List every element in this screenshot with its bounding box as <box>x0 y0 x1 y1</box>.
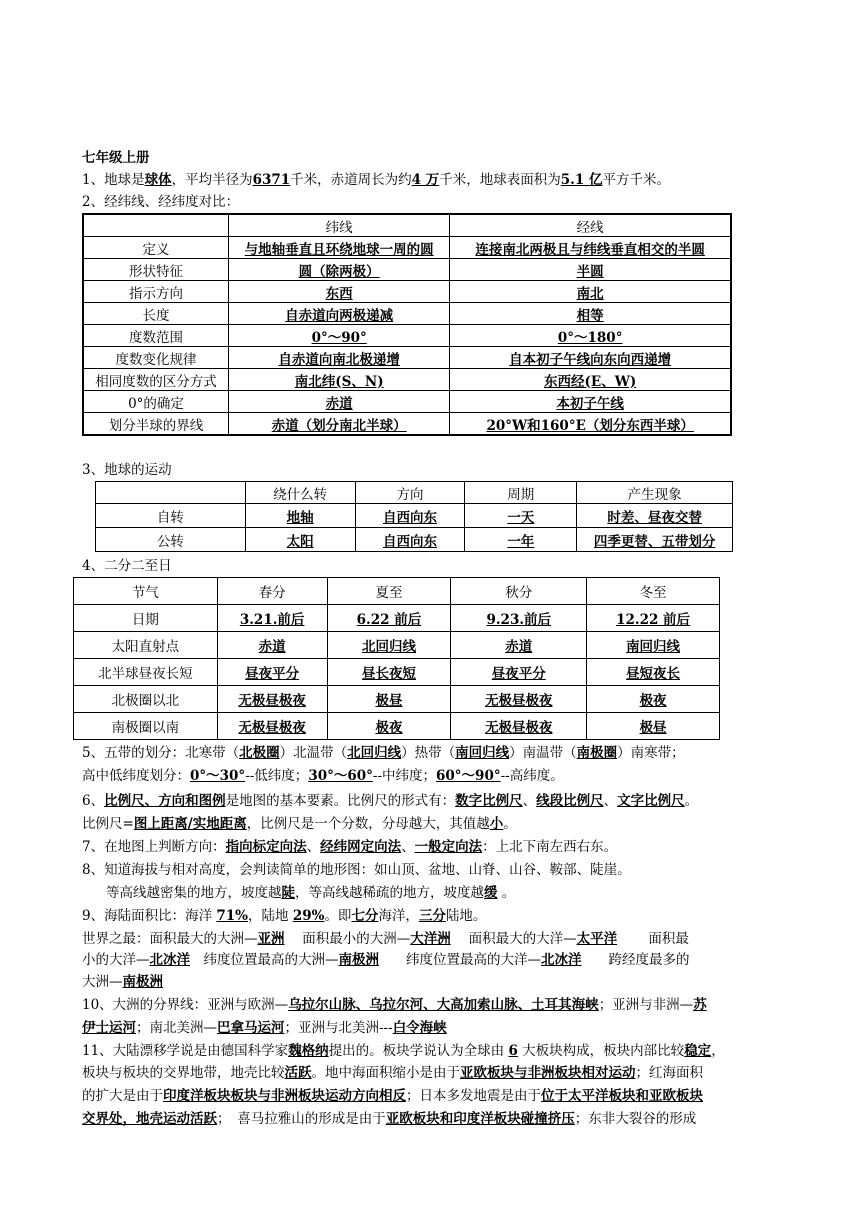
cell: 昼短夜长 <box>587 659 720 686</box>
text: ；东非大裂谷的形成 <box>574 1111 697 1127</box>
item-9d <box>82 973 163 991</box>
row-label: 北半球昼夜长短 <box>74 659 218 686</box>
text: 1、地球是 <box>82 172 145 188</box>
item-8b <box>106 884 515 902</box>
row-label: 定义 <box>83 237 229 259</box>
text: 千米，地球表面积为 <box>439 172 561 188</box>
item-7 <box>82 838 617 856</box>
cell: 赤道 <box>229 391 450 413</box>
table-row <box>74 632 720 659</box>
row-label: 南极圈以南 <box>74 713 218 740</box>
text: 11、大陆漂移学说是由德国科学家 <box>82 1043 289 1059</box>
text: 、 <box>522 793 537 809</box>
item-4: 4、二分二至日 <box>82 558 172 574</box>
header-cell: 纬线 <box>229 214 450 237</box>
text: 跨经度最多的 <box>581 952 690 968</box>
text: 小的大洋— <box>82 952 150 968</box>
cell: 半圆 <box>450 259 731 281</box>
item-8a: 8、知道海拔与相对高度，会判读简单的地形图：如山顶、盆地、山脊、山谷、鞍部、陡崖。 <box>82 862 631 878</box>
table-row <box>74 605 720 632</box>
cell: 赤道（划分南北半球） <box>229 413 450 436</box>
item-1 <box>82 171 670 189</box>
keyword: 活跃 <box>284 1065 312 1081</box>
header-cell: 绕什么转 <box>245 482 355 504</box>
text: ； 喜马拉雅山的形成是由于 <box>217 1111 386 1127</box>
text: 平方千米。 <box>602 172 670 188</box>
keyword: 亚洲 <box>257 931 285 947</box>
table-row <box>83 413 731 436</box>
text: ：上北下南左西右东。 <box>482 839 618 855</box>
item-2: 2、经纬线、经纬度对比： <box>82 194 240 210</box>
table-row <box>83 325 731 347</box>
cell: 昼夜平分 <box>451 659 587 686</box>
cell: 圆（除两极） <box>229 259 450 281</box>
text: 大板块构成，板块内部比较 <box>517 1043 685 1059</box>
keyword: 6 <box>508 1043 518 1059</box>
item-3: 3、地球的运动 <box>82 462 172 478</box>
cell: 连接南北两极且与纬线垂直相交的半圆 <box>450 237 731 259</box>
cell: 极昼 <box>327 686 451 713</box>
table-row <box>96 528 733 552</box>
cell: 自西向东 <box>355 504 465 528</box>
keyword: 巴拿马运河 <box>217 1020 285 1036</box>
cell: 时差、昼夜交替 <box>577 504 733 528</box>
keyword: 6371 <box>252 172 291 188</box>
keyword: 稳定 <box>684 1043 712 1059</box>
item-11c <box>82 1087 703 1105</box>
table-row <box>83 281 731 303</box>
text: 9、海陆面积比：海洋 <box>82 908 217 924</box>
keyword: 北冰洋 <box>149 952 190 968</box>
keyword: 60°～90° <box>436 768 501 784</box>
text: 、 <box>306 839 321 855</box>
cell: 与地轴垂直且环绕地球一周的圆 <box>229 237 450 259</box>
text: 5、五带的划分：北寒带（ <box>82 745 240 761</box>
text: 提出的。板块学说认为全球由 <box>328 1043 509 1059</box>
item-10b <box>82 1019 447 1037</box>
cell: 南北 <box>450 281 731 303</box>
keyword: 亚欧板块和印度洋板块碰撞挤压 <box>385 1111 575 1127</box>
keyword: 指向标定向法 <box>225 839 307 855</box>
cell: 赤道 <box>451 632 587 659</box>
keyword: 苏 <box>693 997 707 1013</box>
header-cell: 春分 <box>217 578 327 605</box>
keyword: 南极圈 <box>576 745 618 761</box>
cell: 本初子午线 <box>450 391 731 413</box>
keyword: 图上距离/实地距离 <box>133 816 247 832</box>
keyword: 线段比例尺 <box>536 793 604 809</box>
text: ）北温带（ <box>279 745 348 761</box>
section-title: 七年级上册 <box>82 150 150 166</box>
text: 。 <box>503 816 517 832</box>
text: ；亚洲与北美洲--- <box>284 1020 393 1036</box>
cell: 昼长夜短 <box>327 659 451 686</box>
text: ，等高线越稀疏的地方，坡度越 <box>295 885 484 901</box>
text: ；日本多发地震是由于 <box>406 1088 541 1104</box>
cell: 东西经(E、W) <box>450 369 731 391</box>
text: 千米，赤道周长为约 <box>290 172 412 188</box>
table-row <box>96 504 733 528</box>
cell: 自赤道向两极递减 <box>229 303 450 325</box>
row-label: 日期 <box>74 605 218 632</box>
keyword: 太平洋 <box>576 931 618 947</box>
table-row <box>83 369 731 391</box>
keyword: 球体 <box>144 172 172 188</box>
text: 。即 <box>324 908 352 924</box>
keyword: 南回归线 <box>455 745 510 761</box>
table-row <box>83 259 731 281</box>
text: 、 <box>401 839 415 855</box>
item-5b <box>82 767 564 785</box>
row-label: 公转 <box>96 528 246 552</box>
cell: 20°W和160°E（划分东西半球） <box>450 413 731 436</box>
cell: 地轴 <box>245 504 355 528</box>
header-cell: 方向 <box>355 482 465 504</box>
keyword: 4 万 <box>411 172 440 188</box>
keyword: 30°～60° <box>308 768 373 784</box>
cell: 极夜 <box>327 713 451 740</box>
text: 10、大洲的分界线：亚洲与欧洲— <box>82 997 289 1013</box>
cell: 12.22 前后 <box>587 605 720 632</box>
keyword: 大洋洲 <box>410 931 451 947</box>
text: ，陆地 <box>248 908 293 924</box>
text: ；南北美洲— <box>136 1020 217 1036</box>
text: ）南寒带； <box>617 745 685 761</box>
text: 板块与板块的交界地带，地壳比较 <box>82 1065 285 1081</box>
table-row <box>83 303 731 325</box>
lat-lon-table <box>82 213 732 436</box>
item-9c <box>82 951 690 969</box>
item-9b <box>82 930 689 948</box>
cell: 四季更替、五带划分 <box>577 528 733 552</box>
cell: 6.22 前后 <box>327 605 451 632</box>
text: 面积最 <box>617 931 689 947</box>
table-header-row <box>74 578 720 605</box>
item-11d <box>82 1110 696 1128</box>
keyword: 5.1 亿 <box>560 172 603 188</box>
row-label: 度数范围 <box>83 325 229 347</box>
row-label: 相同度数的区分方式 <box>83 369 229 391</box>
table-row <box>83 347 731 369</box>
table-header-row <box>96 482 733 504</box>
keyword: 北回归线 <box>347 745 402 761</box>
row-label: 自转 <box>96 504 246 528</box>
keyword: 南极洲 <box>338 952 379 968</box>
earth-motion-table <box>95 481 733 552</box>
text: --中纬度； <box>372 768 437 784</box>
text: 。 <box>684 793 699 809</box>
text: ；亚洲与非洲— <box>598 997 694 1013</box>
cell: 0°～90° <box>229 325 450 347</box>
text: 、 <box>603 793 618 809</box>
cell: 一天 <box>465 504 577 528</box>
text: ， <box>711 1043 725 1059</box>
keyword: 一般定向法 <box>414 839 483 855</box>
cell: 相等 <box>450 303 731 325</box>
text: ）南温带（ <box>509 745 577 761</box>
row-label: 形状特征 <box>83 259 229 281</box>
text: 比例尺= <box>82 816 134 832</box>
table-header-row <box>83 214 731 237</box>
keyword: 白令海峡 <box>392 1020 447 1036</box>
cell: 无极昼极夜 <box>451 686 587 713</box>
text: 等高线越密集的地方，坡度越 <box>106 885 282 901</box>
text: ，平均半径为 <box>171 172 253 188</box>
header-cell <box>83 214 229 237</box>
keyword: 乌拉尔山脉、乌拉尔河、大高加索山脉、土耳其海峡 <box>288 997 599 1013</box>
text: 陆地。 <box>445 908 487 924</box>
header-cell: 冬至 <box>587 578 720 605</box>
cell: 东西 <box>229 281 450 303</box>
cell: 无极昼极夜 <box>217 686 327 713</box>
cell: 9.23.前后 <box>451 605 587 632</box>
row-label: 长度 <box>83 303 229 325</box>
header-cell: 秋分 <box>451 578 587 605</box>
table-row <box>74 686 720 713</box>
text: --低纬度； <box>245 768 309 784</box>
item-5a <box>82 744 685 762</box>
row-label: 太阳直射点 <box>74 632 218 659</box>
header-cell: 夏至 <box>327 578 451 605</box>
cell: 昼夜平分 <box>217 659 327 686</box>
header-cell <box>96 482 246 504</box>
cell: 3.21.前后 <box>217 605 327 632</box>
row-label: 指示方向 <box>83 281 229 303</box>
keyword: 七分 <box>351 908 379 924</box>
text: 6、 <box>82 793 105 809</box>
header-cell: 节气 <box>74 578 218 605</box>
keyword: 小 <box>489 816 504 832</box>
text: 纬度位置最高的大洲— <box>190 952 339 968</box>
text: ；红海面积 <box>635 1065 703 1081</box>
cell: 一年 <box>465 528 577 552</box>
keyword: 北极圈 <box>239 745 280 761</box>
keyword: 陡 <box>281 885 295 901</box>
row-label: 0°的确定 <box>83 391 229 413</box>
row-label: 划分半球的界线 <box>83 413 229 436</box>
keyword: 比例尺、方向和图例 <box>104 793 226 809</box>
table-row <box>74 713 720 740</box>
cell: 自赤道向南北极递增 <box>229 347 450 369</box>
item-10a <box>82 996 707 1014</box>
text: 面积最大的大洋— <box>450 931 577 947</box>
cell: 自本初子午线向东向西递增 <box>450 347 731 369</box>
text: 高中低纬度划分： <box>82 768 190 784</box>
text: 大洲— <box>82 974 123 990</box>
keyword: 交界处，地壳运动活跃 <box>82 1111 217 1127</box>
header-cell: 经线 <box>450 214 731 237</box>
cell: 自西向东 <box>355 528 465 552</box>
keyword: 北冰洋 <box>541 952 582 968</box>
table-row <box>83 391 731 413</box>
keyword: 位于太平洋板块和亚欧板块 <box>541 1088 703 1104</box>
table-row <box>74 659 720 686</box>
cell: 赤道 <box>217 632 327 659</box>
item-6b <box>82 815 517 833</box>
text: 。 <box>497 885 516 901</box>
text: 。地中海面积缩小是由于 <box>311 1065 460 1081</box>
keyword: 71% <box>216 908 249 924</box>
cell: 0°～180° <box>450 325 731 347</box>
text: 的扩大是由于 <box>82 1088 163 1104</box>
text: 纬度位置最高的大洋— <box>379 952 541 968</box>
keyword: 魏格纳 <box>288 1043 329 1059</box>
keyword: 29% <box>292 908 325 924</box>
text: 面积最小的大洲— <box>284 931 411 947</box>
item-11b <box>82 1064 703 1082</box>
row-label: 度数变化规律 <box>83 347 229 369</box>
text: 海洋， <box>378 908 419 924</box>
keyword: 印度洋板块板块与非洲板块运动方向相反 <box>163 1088 406 1104</box>
text: ，比例尺是一个分数，分母越大，其值越 <box>246 816 490 832</box>
text: --高纬度。 <box>500 768 564 784</box>
cell: 极夜 <box>587 686 720 713</box>
keyword: 0°～30° <box>190 768 246 784</box>
keyword: 缓 <box>484 885 498 901</box>
cell: 无极昼极夜 <box>451 713 587 740</box>
cell: 太阳 <box>245 528 355 552</box>
keyword: 伊士运河 <box>82 1020 136 1036</box>
cell: 南北纬(S、N) <box>229 369 450 391</box>
keyword: 三分 <box>418 908 446 924</box>
row-label: 北极圈以北 <box>74 686 218 713</box>
keyword: 经纬网定向法 <box>320 839 402 855</box>
item-6a <box>82 792 698 810</box>
keyword: 南极洲 <box>122 974 163 990</box>
cell: 无极昼极夜 <box>217 713 327 740</box>
keyword: 数字比例尺 <box>455 793 523 809</box>
text: 7、在地图上判断方向： <box>82 839 226 855</box>
text: 世界之最：面积最大的大洲— <box>82 931 258 947</box>
keyword: 亚欧板块与非洲板块相对运动 <box>460 1065 636 1081</box>
text: ）热带（ <box>401 745 456 761</box>
cell: 北回归线 <box>327 632 451 659</box>
cell: 极昼 <box>587 713 720 740</box>
item-11a <box>82 1042 725 1060</box>
item-9a <box>82 907 486 925</box>
cell: 南回归线 <box>587 632 720 659</box>
header-cell: 产生现象 <box>577 482 733 504</box>
table-row <box>83 237 731 259</box>
solstice-table <box>73 577 720 740</box>
header-cell: 周期 <box>465 482 577 504</box>
keyword: 文字比例尺 <box>617 793 685 809</box>
text: 是地图的基本要素。比例尺的形式有： <box>225 793 456 809</box>
